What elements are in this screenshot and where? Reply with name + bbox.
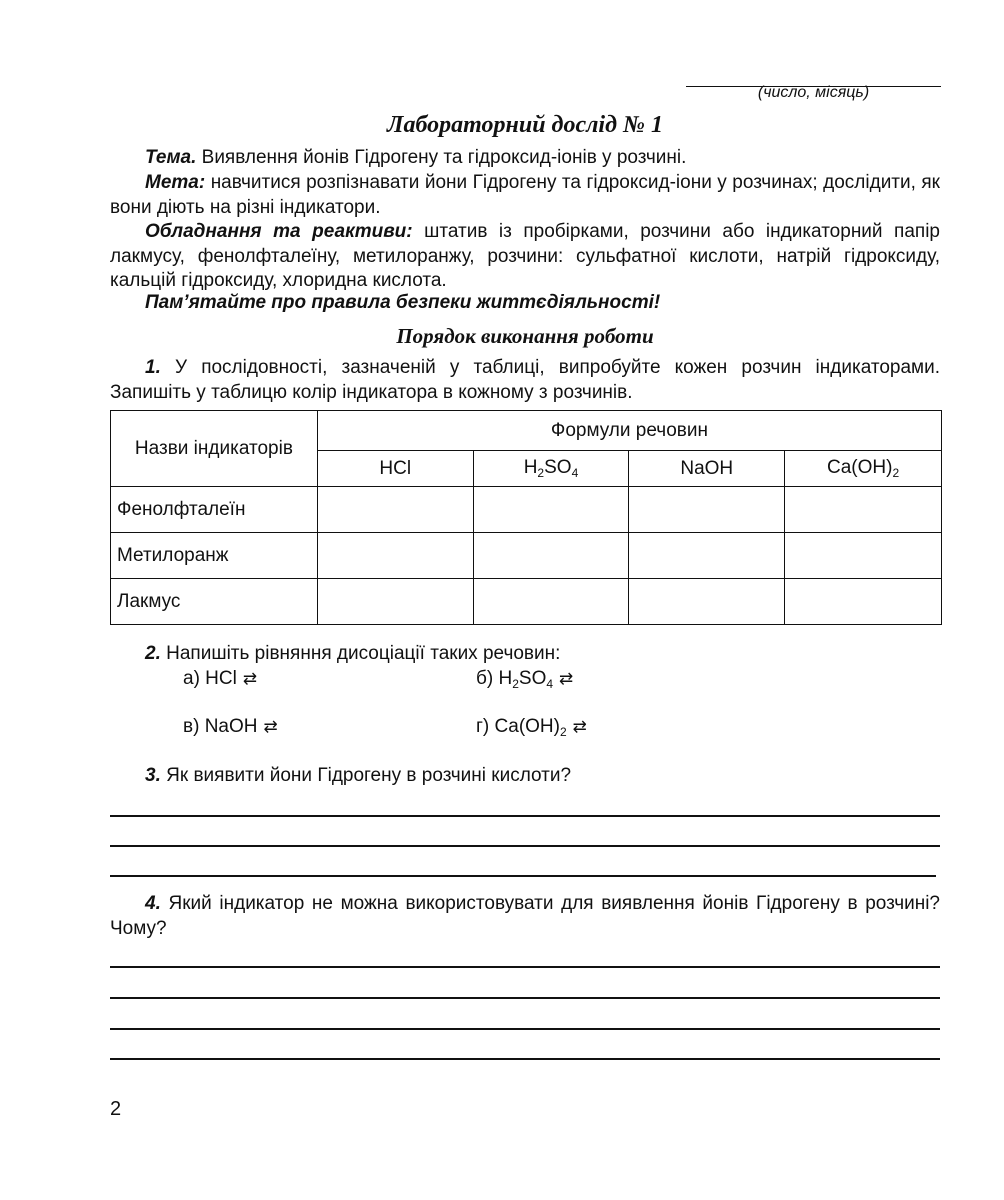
safety-warning: Пам’ятайте про правила безпеки життєдіяльності! [145, 292, 661, 313]
answer-line[interactable] [110, 966, 940, 968]
table-cell[interactable] [785, 487, 942, 533]
reversible-arrow-icon: ⇄ [263, 717, 278, 736]
equation-b: б) $H_2SO_4$ ⇄ [476, 668, 574, 691]
formula-naoh: NaOH [629, 451, 785, 487]
formula-caoh2: $Ca(OH)_2$ [785, 451, 942, 487]
task1-text: У послідовності, зазначеній у таблиці, випробуйте кожен розчин індикаторами. Запишіть у таблицю колір індикатора в кожному з розчинів. [110, 357, 940, 403]
table-row [111, 579, 942, 625]
table-cell[interactable] [317, 487, 473, 533]
task2-number: 2. [145, 643, 161, 664]
task2-text: Напишіть рівняння дисоціації таких речовин: [166, 643, 561, 664]
equation-d: г) $Ca(OH)_2$ ⇄ [476, 716, 587, 739]
equation-c: в) NaOH ⇄ [183, 716, 278, 737]
table-cell[interactable] [317, 533, 473, 579]
row-label-methyl-orange: Метилоранж [111, 533, 318, 579]
task1-number: 1. [145, 357, 161, 378]
equipment-label: Обладнання та реактиви: [145, 221, 413, 242]
page-number: 2 [110, 1098, 122, 1120]
table-cell[interactable] [473, 579, 629, 625]
topic-label: Тема. [145, 147, 197, 168]
reversible-arrow-icon: ⇄ [242, 669, 258, 688]
table-cell[interactable] [629, 533, 785, 579]
row-label-litmus: Лакмус [111, 579, 318, 625]
task4-text: Який індикатор не можна використовувати для виявлення йонів Гідрогену в розчині? Чому? [110, 893, 940, 939]
topic-paragraph [110, 146, 940, 171]
indicator-table [110, 410, 942, 625]
reversible-arrow-icon: ⇄ [559, 669, 574, 688]
table-cell[interactable] [473, 533, 629, 579]
answer-line[interactable] [110, 997, 940, 999]
task3-paragraph [145, 765, 571, 787]
table-cell[interactable] [317, 579, 473, 625]
date-caption: (число, місяць) [757, 84, 870, 101]
goal-text: навчитися розпізнавати йони Гідрогену та гідроксид-іони у розчинах; дослідити, як вони діють на різні індикатори. [110, 172, 940, 218]
task3-text: Як виявити йони Гідрогену в розчині кислоти? [166, 765, 572, 786]
table-cell[interactable] [785, 533, 942, 579]
answer-line[interactable] [110, 1028, 940, 1030]
header-indicators: Назви індикаторів [111, 411, 318, 487]
equipment-paragraph [110, 220, 940, 294]
table-row [111, 487, 942, 533]
table-header-row [111, 411, 942, 451]
table-cell[interactable] [785, 579, 942, 625]
page-title: Лабораторний дослід № 1 [387, 112, 663, 138]
row-label-phenolphthalein: Фенолфталеїн [111, 487, 318, 533]
formula-hcl: HCl [317, 451, 473, 487]
goal-label: Мета: [145, 172, 206, 193]
header-formulas: Формули речовин [317, 411, 941, 451]
formula-h2so4: $H_2SO_4$ [473, 451, 629, 487]
task3-number: 3. [145, 765, 161, 786]
answer-line[interactable] [110, 875, 936, 877]
answer-line[interactable] [110, 815, 940, 817]
task4-paragraph [110, 892, 940, 941]
equipment-text: штатив із пробірками, розчини або індикаторний папір лакмусу, фенолфталеїну, метилоранжу, розчини: сульфатної кислоти, натрій гідроксиду, кальцій гідроксиду, хлоридна кислота. [110, 221, 940, 291]
reversible-arrow-icon: ⇄ [572, 717, 587, 736]
task1-paragraph [110, 356, 940, 405]
procedure-title: Порядок виконання роботи [396, 324, 654, 348]
answer-line[interactable] [110, 845, 940, 847]
table-cell[interactable] [473, 487, 629, 533]
goal-paragraph [110, 171, 940, 220]
equation-a: а) HCl ⇄ [183, 668, 258, 689]
task2-paragraph [145, 643, 560, 665]
table-cell[interactable] [629, 579, 785, 625]
table-row [111, 533, 942, 579]
topic-text: Виявлення йонів Гідрогену та гідроксид-іонів у розчині. [201, 147, 687, 168]
answer-line[interactable] [110, 1058, 940, 1060]
table-cell[interactable] [629, 487, 785, 533]
task4-number: 4. [145, 893, 161, 914]
